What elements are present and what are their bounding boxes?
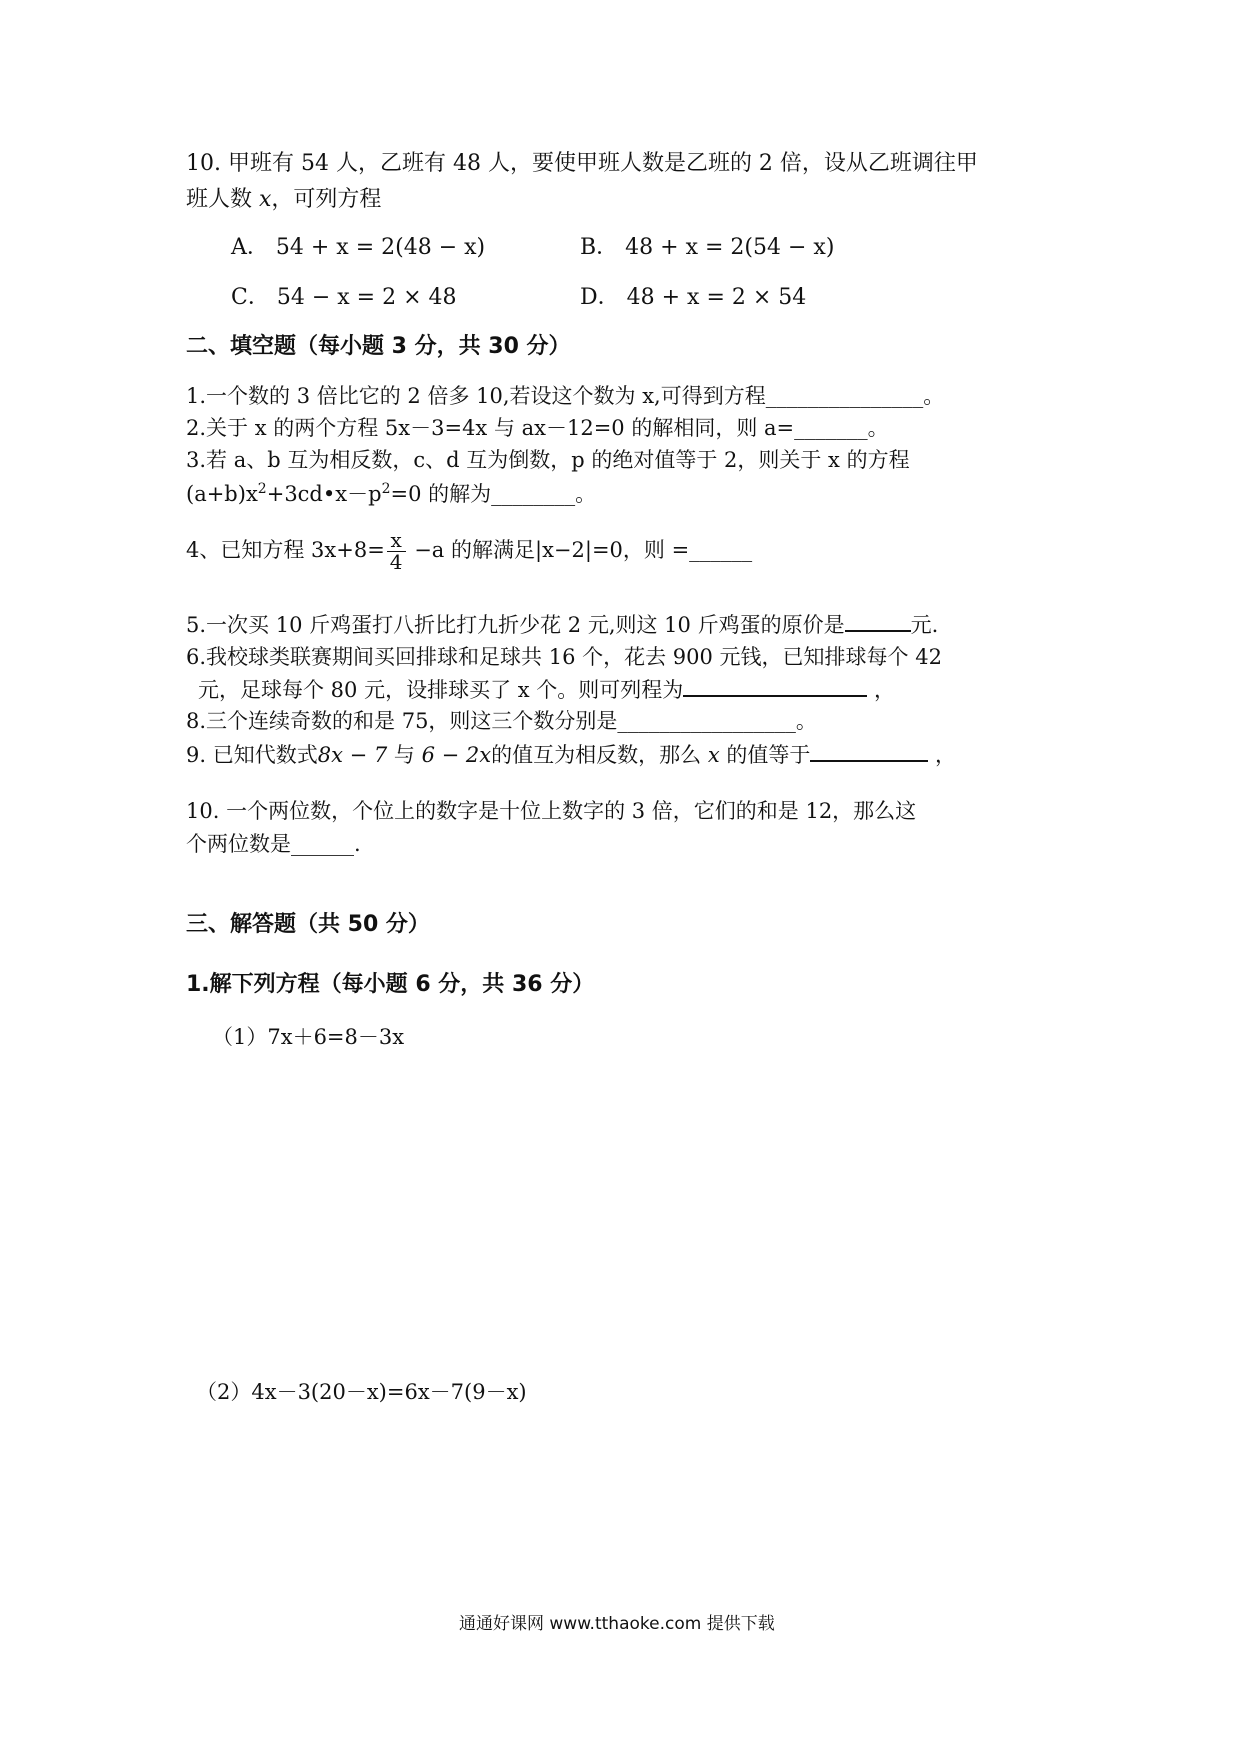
page-footer: 通通好课网 www.tthaoke.com 提供下载 xyxy=(459,1614,775,1634)
fraction: $\frac{x}{4}$ xyxy=(387,530,406,573)
answer-blank xyxy=(845,610,911,632)
fill-q5: 5.一次买 10 斤鸡蛋打八折比打九折少花 2 元,则这 10 斤鸡蛋的原价是 元. xyxy=(186,610,938,640)
equation-1: （1）7x＋6=8－3x xyxy=(212,1025,405,1049)
q10-stem-line2: 班人数 x，可列方程 xyxy=(186,187,382,212)
section3-title: 三、解答题（共 50 分） xyxy=(186,912,430,937)
answer-blank xyxy=(810,740,928,762)
option-c: C． 54 − x = 2 × 48 xyxy=(231,285,457,310)
option-b: B． 48 + x = 2(54 − x) xyxy=(580,235,835,260)
fill-q1: 1.一个数的 3 倍比它的 2 倍多 10,若设这个数为 x,可得到方程_______________。 xyxy=(186,384,945,408)
option-a: A． 54 + x = 2(48 − x) xyxy=(231,235,486,260)
fill-q10-line2: 个两位数是______. xyxy=(186,832,361,856)
fill-q2: 2.关于 x 的两个方程 5x－3=4x 与 ax－12=0 的解相同，则 a=_______。 xyxy=(186,416,889,440)
fill-q10-line1: 10. 一个两位数，个位上的数字是十位上数字的 3 倍，它们的和是 12，那么这 xyxy=(186,799,917,823)
fill-q6-line2: 元，足球每个 80 元，设排球买了 x 个。则可列程为 ， xyxy=(198,675,895,705)
answer-blank xyxy=(683,675,867,697)
section3-sub1-title: 1.解下列方程（每小题 6 分，共 36 分） xyxy=(186,972,595,997)
fill-q9: 9. 已知代数式8x − 7 与 6 − 2x的值互为相反数，那么 x 的值等于 ， xyxy=(186,740,956,770)
equation-2: （2）4x－3(20－x)=6x－7(9－x) xyxy=(196,1380,527,1404)
fill-q4: 4、已知方程 3x+8= $\frac{x}{4}$ −a 的解满足|x−2|=0，则 =______ xyxy=(186,528,753,574)
option-d: D． 48 + x = 2 × 54 xyxy=(580,285,807,310)
fill-q3-line2: $(a+b)x^2+3cd•x-p^2=0$ 的解为________。 xyxy=(186,481,597,506)
q10-stem-line1: 10. 甲班有 54 人，乙班有 48 人，要使甲班人数是乙班的 2 倍，设从乙班调往甲 xyxy=(186,151,978,176)
fill-q8: 8.三个连续奇数的和是 75，则这三个数分别是_________________。 xyxy=(186,709,817,733)
fill-q3-line1: 3.若 a、b 互为相反数，c、d 互为倒数，p 的绝对值等于 2，则关于 x 的方程 xyxy=(186,448,910,472)
section2-title: 二、填空题（每小题 3 分，共 30 分） xyxy=(186,334,571,359)
fill-q6-line1: 6.我校球类联赛期间买回排球和足球共 16 个，花去 900 元钱，已知排球每个 42 xyxy=(186,645,942,669)
